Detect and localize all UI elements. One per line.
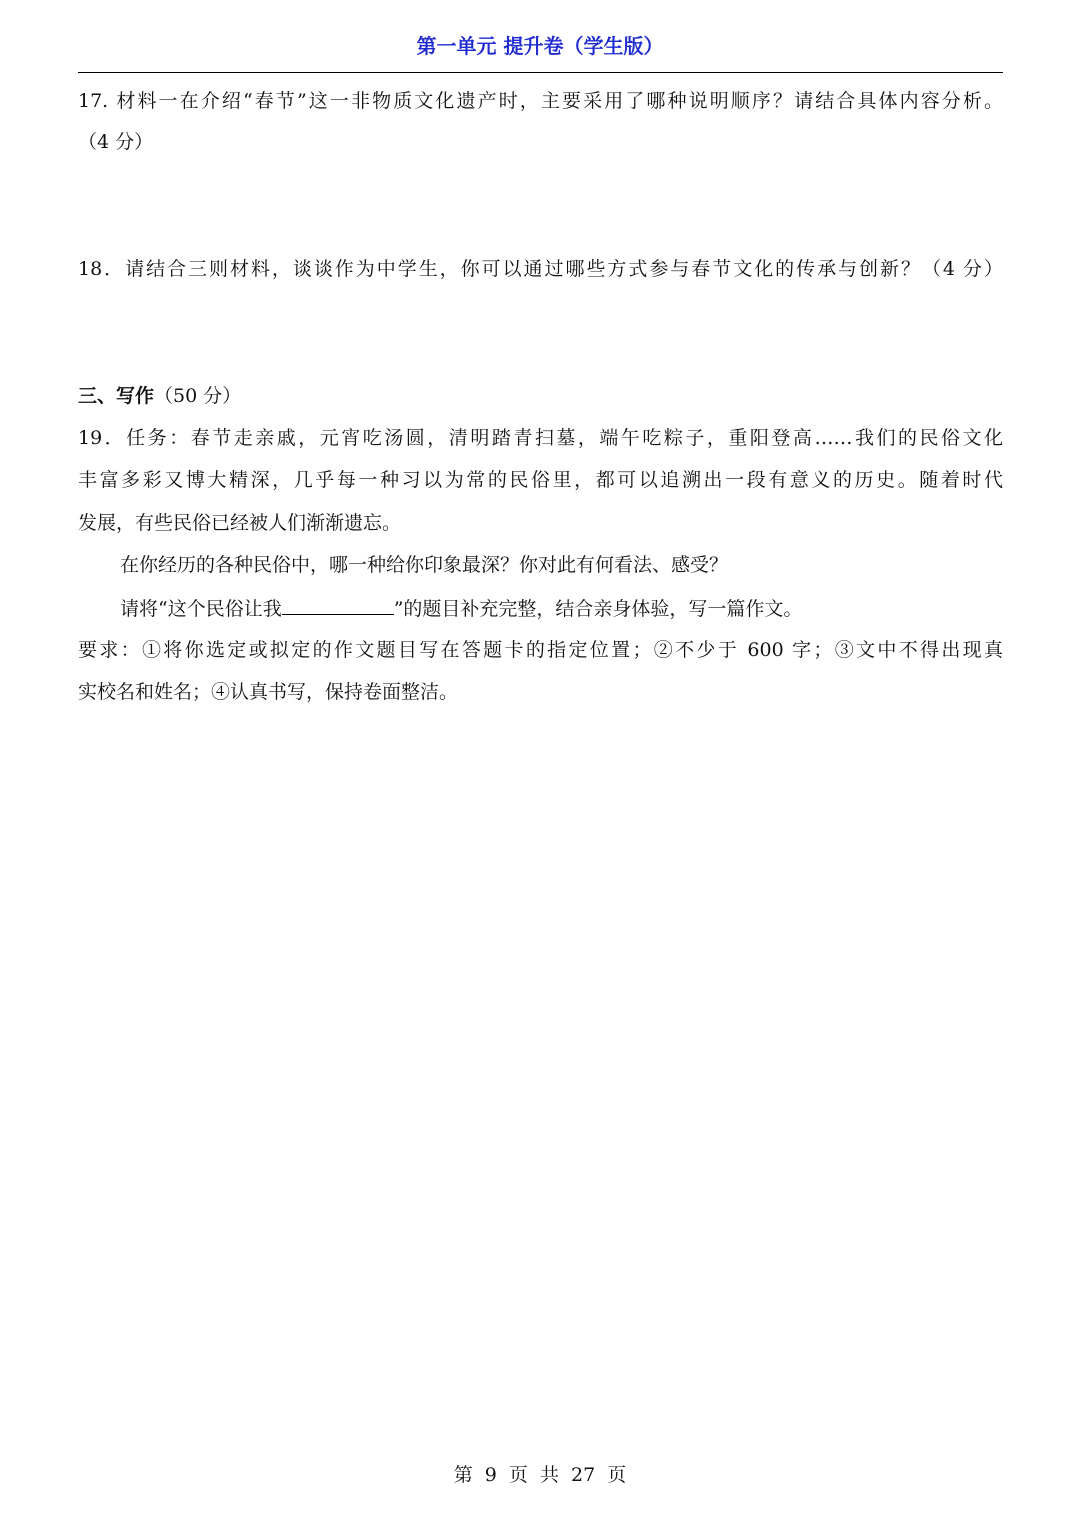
question-19-prompt: 在你经历的各种民俗中，哪一种给你印象最深？你对此有何看法、感受？ xyxy=(120,554,729,576)
requirements-line-2: 实校名和姓名；④认真书写，保持卷面整洁。 xyxy=(78,681,459,703)
title-blank xyxy=(282,594,394,615)
header-divider xyxy=(78,72,1003,73)
title-instruction-before: 请将“这个民俗让我 xyxy=(120,598,282,620)
question-19-line-1: 19．任务：春节走亲戚，元宵吃汤圆，清明踏青扫墓，端午吃粽子，重阳登高……我们的民俗文化 xyxy=(78,427,1003,449)
page-number: 第 9 页 共 27 页 xyxy=(453,1464,627,1486)
title-instruction-after: ”的题目补充完整，结合亲身体验，写一篇作文。 xyxy=(393,598,803,620)
section-writing-heading xyxy=(78,383,1003,409)
header-title: 第一单元 提升卷（学生版） xyxy=(416,34,664,58)
question-17-text: 17. 材料一在介绍“春节”这一非物质文化遗产时，主要采用了哪种说明顺序？请结合具体内容分析。 xyxy=(78,90,1003,112)
question-19-line-2: 丰富多彩又博大精深，几乎每一种习以为常的民俗里，都可以追溯出一段有意义的历史。随着时代 xyxy=(78,469,1003,491)
question-19-title-instruction xyxy=(120,594,1003,622)
requirements-line-1: 要求：①将你选定或拟定的作文题目写在答题卡的指定位置；②不少于 600 字；③文中不得出现真 xyxy=(78,639,1003,661)
section-writing-score: （50 分） xyxy=(154,385,242,407)
question-19-line-3: 发展，有些民俗已经被人们渐渐遗忘。 xyxy=(78,512,402,534)
question-17-score: （4 分） xyxy=(78,131,154,153)
question-18-text: 18．请结合三则材料，谈谈作为中学生，你可以通过哪些方式参与春节文化的传承与创新？（4 分） xyxy=(78,258,1003,280)
section-writing-title: 三、写作 xyxy=(78,385,155,407)
